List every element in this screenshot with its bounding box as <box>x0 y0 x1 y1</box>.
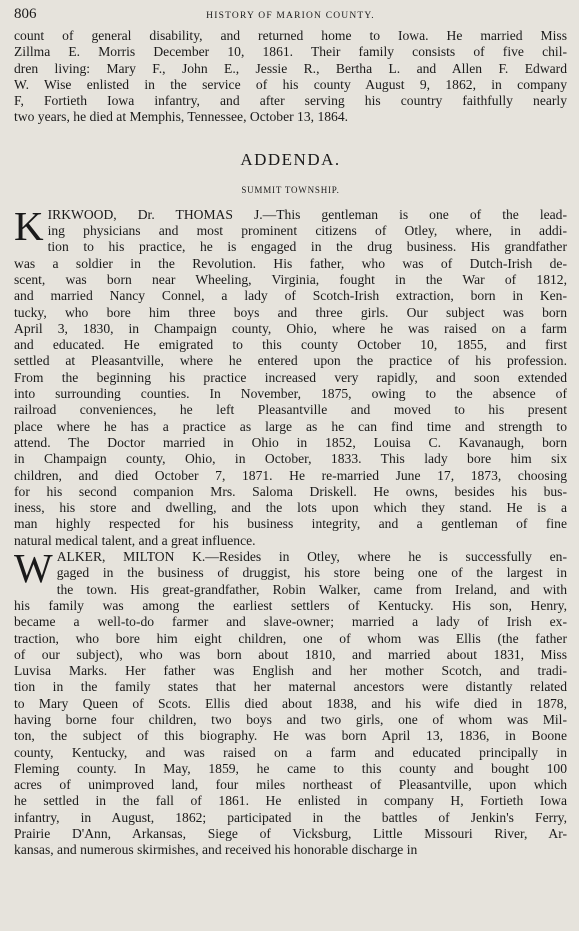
text-line: tion in the family states that her maternal ancestors were distantly related <box>14 679 567 695</box>
text-line: his family was among the earliest settlers of Kentucky. His son, Henry, <box>14 597 567 613</box>
text-line: Luvisa Marks. Her father was English and her mother Scotch, and tradi- <box>14 663 567 679</box>
text-line: was a soldier in the Revolution. His father, who was of Dutch-Irish de- <box>14 255 567 271</box>
text-line: into surrounding counties. In November, 1875, owing to the absence of <box>14 386 567 402</box>
text-line: dren living: Mary F., John E., Jessie R., Bertha L. and Allen F. Edward <box>14 60 567 76</box>
text-line: and educated. He emigrated to this county October 10, 1855, and first <box>14 337 567 353</box>
text-line: settled at Pleasantville, where he entered upon the practice of his profession. <box>14 353 567 369</box>
text-line: iness, his store and dwelling, and the lots upon which they stand. He is a <box>14 500 567 516</box>
text-line: children, and died October 7, 1871. He re-married June 17, 1873, choosing <box>14 467 567 483</box>
text-line: acres of unimproved land, four miles northeast of Pleasantville, upon which <box>14 777 567 793</box>
page-number: 806 <box>14 6 37 22</box>
text-line: scent, was born near Wheeling, Virginia, fought in the War of 1812, <box>14 271 567 287</box>
section-title: ADDENDA. <box>240 149 341 169</box>
text-line: attend. The Doctor married in Ohio in 1852, Louisa C. Kavanaugh, born <box>14 434 567 450</box>
text-line: for his second companion Mrs. Saloma Driskell. He owns, besides his bus- <box>14 483 567 499</box>
drop-cap: W <box>14 545 53 592</box>
text-line: tucky, who bore him three boys and three girls. Our subject was born <box>14 304 567 320</box>
text-line: and married Nancy Connel, a lady of Scotch-Irish extraction, born in Ken- <box>14 288 567 304</box>
text-line: gaged in the business of druggist, his store being one of the largest in <box>56 565 567 581</box>
text-line: W. Wise enlisted in the service of his county August 9, 1862, in company <box>14 76 567 92</box>
text-line: Zillma E. Morris December 10, 1861. Their family consists of five chil- <box>14 44 567 60</box>
running-head <box>14 4 567 28</box>
text-line: kansas, and numerous skirmishes, and received his honorable discharge in <box>14 842 418 858</box>
text-line: tion to his practice, he is engaged in the drug business. His grandfather <box>47 239 567 255</box>
text-line: ALKER, MILTON K.—Resides in Otley, where he is successfully en- <box>56 549 567 565</box>
text-line: From the beginning his practice increased very rapidly, and soon extended <box>14 369 567 385</box>
drop-cap: K <box>14 202 44 249</box>
continuation-paragraph <box>14 28 567 126</box>
text-line: natural medical talent, and a great influence. <box>14 532 256 548</box>
text-line: having borne four children, two boys and two girls, one of whom was Mil- <box>14 711 567 727</box>
text-line: two years, he died at Memphis, Tennessee, October 13, 1864. <box>14 109 349 125</box>
text-line: ton, the subject of this biography. He was born April 13, 1836, in Boone <box>14 728 567 744</box>
text-line: railroad conveniences, he left Pleasantville and moved to his present <box>14 402 567 418</box>
text-line: the town. His great-grandfather, Robin Walker, came from Ireland, and with <box>56 581 567 597</box>
text-line: place where he has a practice as large as he can find time and strength to <box>14 418 567 434</box>
biographies <box>14 202 567 859</box>
biography-entry <box>14 545 567 859</box>
running-title: HISTORY OF MARION COUNTY. <box>206 11 375 21</box>
text-line: in Champaign county, Ohio, in October, 1833. This lady bore him six <box>14 451 567 467</box>
text-line: county, Kentucky, and was raised on a farm and educated principally in <box>14 744 567 760</box>
text-line: man highly respected for his business integrity, and a gentleman of fine <box>14 516 567 532</box>
text-line: IRKWOOD, Dr. THOMAS J.—This gentleman is one of the lead- <box>47 206 567 222</box>
text-line: count of general disability, and returned home to Iowa. He married Miss <box>14 28 567 43</box>
text-line: he settled in the fall of 1861. He enlisted in company H, Fortieth Iowa <box>14 793 567 809</box>
text-line: became a well-to-do farmer and slave-owner; married a lady of Irish ex- <box>14 614 567 630</box>
biography-entry <box>14 202 567 549</box>
text-line: April 3, 1830, in Champaign county, Ohio, where he was raised on a farm <box>14 320 567 336</box>
text-line: traction, who bore him eight children, one of whom was Ellis (the father <box>14 630 567 646</box>
text-line: to Mary Queen of Scots. Ellis died about 1838, and his wife died in 1878, <box>14 695 567 711</box>
text-line: Fleming county. In May, 1859, he came to this county and bought 100 <box>14 760 567 776</box>
subsection-title: SUMMIT TOWNSHIP. <box>241 184 340 195</box>
text-line: ing physicians and most prominent citizens of Otley, where, in addi- <box>47 223 567 239</box>
text-line: F, Fortieth Iowa infantry, and after serving his country faithfully nearly <box>14 93 567 109</box>
text-line: of our subject), who was born about 1810, and married about 1831, Miss <box>14 646 567 662</box>
text-line: Prairie D'Ann, Arkansas, Siege of Vicksburg, Little Missouri River, Ar- <box>14 826 567 842</box>
text-line: infantry, in August, 1862; participated in the battles of Jenkin's Ferry, <box>14 809 567 825</box>
